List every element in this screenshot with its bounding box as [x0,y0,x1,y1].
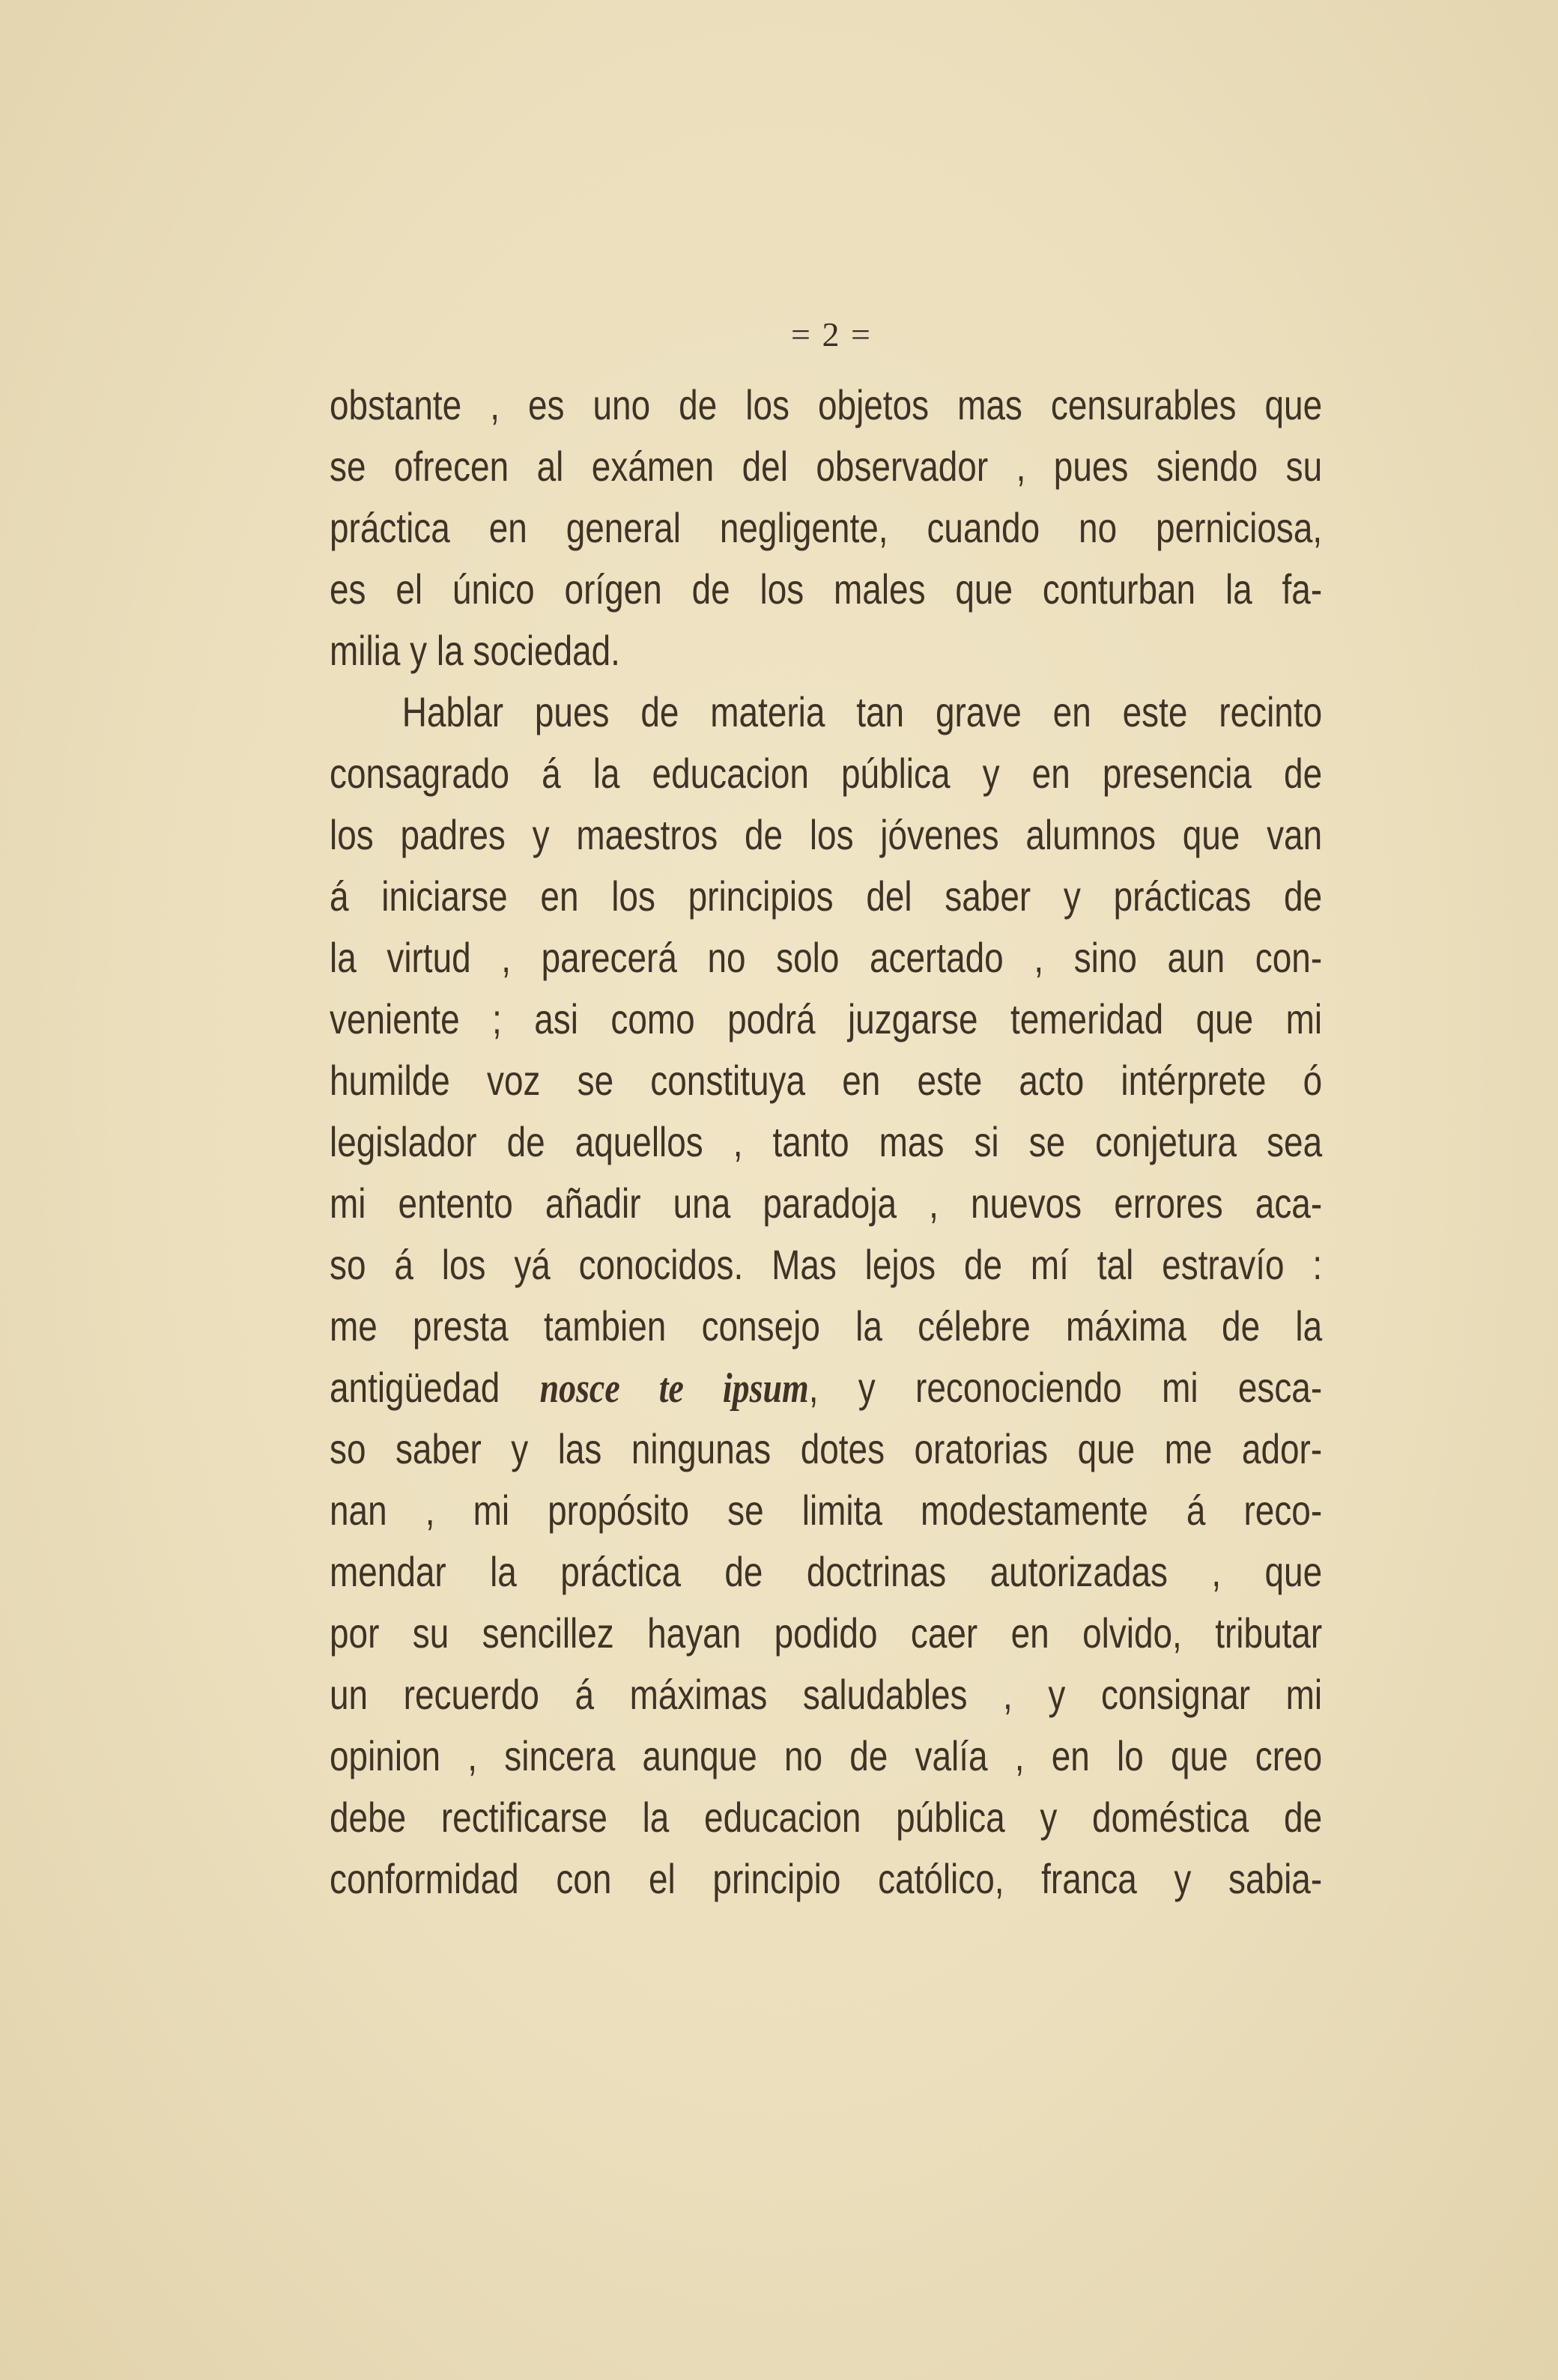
text-line: me presta tambien consejo la célebre máxima de la [330,1302,1323,1350]
text-line: milia y la sociedad. [330,627,620,674]
text-line: se ofrecen al exámen del observador , pues siendo su [330,443,1323,490]
body-text [330,374,1322,1910]
text-line: es el único orígen de los males que conturban la fa- [330,565,1323,613]
latin-phrase: nosce te ipsum [539,1365,809,1412]
text-line: los padres y maestros de los jóvenes alumnos que van [330,811,1323,858]
text-line-latin [330,1357,1322,1418]
text-line: so saber y las ningunas dotes oratorias que me ador- [330,1425,1323,1472]
text-line: por su sencillez hayan podido caer en olvido, tributar [330,1609,1323,1657]
text-line: consagrado á la educacion pública y en presencia de [330,750,1323,797]
text-line: conformidad con el principio católico, franca y sabia- [330,1855,1323,1902]
text-line: debe rectificarse la educacion pública y doméstica de [330,1794,1323,1841]
text-fragment: antigüedad [330,1364,500,1411]
text-fragment: , y [808,1364,876,1411]
text-line: obstante , es uno de los objetos mas censurables que [330,381,1323,428]
text-line: práctica en general negligente, cuando no perniciosa, [330,504,1323,551]
text-line: la virtud , parecerá no solo acertado , sino aun con- [330,934,1323,981]
text-fragment: reconociendo mi esca- [915,1364,1323,1411]
text-line: Hablar pues de materia tan grave en este recinto [401,688,1323,735]
text-line: so á los yá conocidos. Mas lejos de mí tal estravío : [330,1241,1323,1288]
text-line: mendar la práctica de doctrinas autorizadas , que [330,1548,1323,1595]
text-line: legislador de aquellos , tanto mas si se conjetura sea [330,1118,1323,1165]
text-line: un recuerdo á máximas saludables , y consignar mi [330,1671,1323,1718]
text-line: nan , mi propósito se limita modestamente á reco- [330,1487,1323,1534]
text-line: á iniciarse en los principios del saber y prácticas de [330,872,1323,920]
text-line: mi entento añadir una paradoja , nuevos errores aca- [330,1180,1323,1227]
text-line: humilde voz se constituya en este acto intérprete ó [330,1057,1323,1104]
page-number: = 2 = [791,315,872,353]
text-line: veniente ; asi como podrá juzgarse temeridad que mi [330,995,1323,1042]
text-line: opinion , sincera aunque no de valía , en lo que creo [330,1732,1323,1779]
